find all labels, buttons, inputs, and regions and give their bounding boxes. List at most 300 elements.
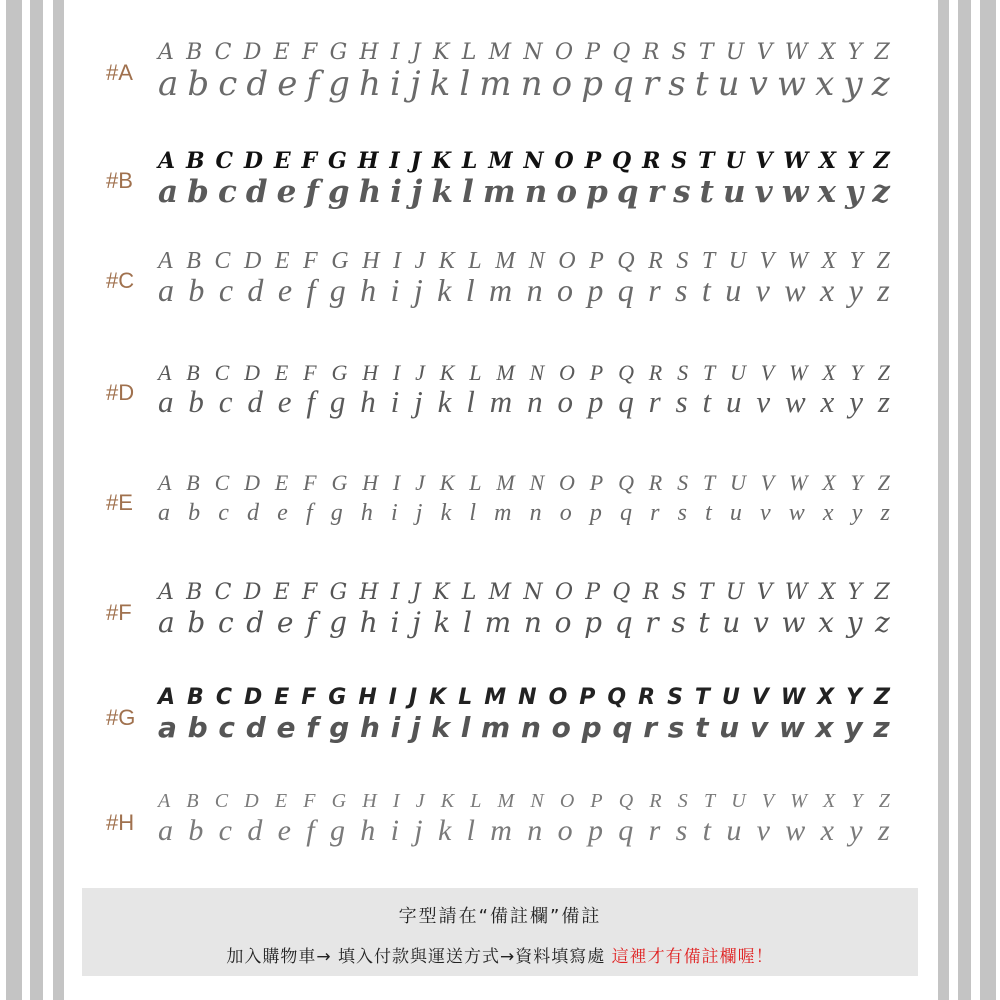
letter-glyph: C [214, 790, 229, 812]
letter-glyph: C [215, 148, 233, 174]
row-label: #H [106, 810, 135, 835]
letter-glyph: n [520, 64, 543, 104]
letter-glyph: f [306, 64, 320, 104]
letter-glyph: L [469, 470, 482, 495]
letter-glyph: a [158, 384, 174, 419]
letter-glyph: m [490, 814, 512, 847]
letter-glyph: Q [612, 40, 631, 65]
font-row-h [80, 770, 920, 870]
letter-glyph: z [877, 384, 890, 419]
font-row-b [80, 128, 920, 228]
font-row-e [80, 450, 920, 550]
letter-glyph: h [360, 500, 373, 526]
letter-glyph: o [551, 711, 571, 744]
letter-glyph: P [589, 470, 604, 495]
letter-glyph: L [469, 360, 482, 385]
letter-glyph: b [187, 174, 209, 210]
letter-glyph: g [327, 174, 350, 210]
letter-glyph: R [642, 148, 661, 174]
letter-glyph: d [247, 384, 263, 419]
letter-glyph: O [554, 580, 573, 605]
letter-glyph: P [589, 248, 604, 274]
letter-glyph: a [158, 64, 179, 104]
letter-glyph: M [497, 790, 515, 812]
letter-glyph: R [638, 685, 656, 710]
letter-glyph: D [243, 580, 262, 605]
lowercase-letters [158, 500, 890, 527]
letter-glyph: i [390, 64, 401, 104]
letter-glyph: m [479, 64, 512, 104]
letter-glyph: w [784, 384, 806, 419]
letter-glyph: R [648, 248, 663, 274]
letter-glyph: j [412, 606, 421, 639]
letter-glyph: J [411, 40, 421, 65]
letter-glyph: q [618, 814, 634, 847]
letter-glyph: N [530, 790, 544, 812]
letter-glyph: a [158, 174, 179, 210]
letter-glyph: v [756, 384, 771, 419]
letter-glyph: H [362, 248, 380, 274]
letter-glyph: k [429, 64, 451, 104]
letter-glyph: A [158, 790, 171, 812]
letter-glyph: P [579, 685, 596, 710]
checkout-steps [82, 942, 918, 967]
letter-glyph: o [556, 272, 573, 308]
letter-glyph: B [185, 148, 205, 174]
letter-glyph: r [648, 814, 661, 847]
letter-glyph: A [158, 580, 174, 605]
remark-field-hint: 這裡才有備註欄喔！ [611, 947, 774, 967]
letter-glyph: e [277, 272, 293, 308]
letter-glyph: x [820, 384, 835, 419]
letter-glyph: G [328, 148, 347, 174]
letter-glyph: U [725, 148, 745, 174]
letter-glyph: C [214, 580, 232, 605]
letter-glyph: D [243, 148, 263, 174]
letter-glyph: V [755, 148, 773, 174]
letter-glyph: u [725, 272, 742, 308]
letter-glyph: C [214, 470, 230, 495]
letter-glyph: C [214, 248, 231, 274]
letter-glyph: v [755, 272, 770, 308]
letter-glyph: e [276, 711, 296, 744]
letter-glyph: F [301, 148, 318, 174]
letter-glyph: i [390, 814, 399, 847]
letter-glyph: p [586, 174, 608, 210]
letter-glyph: n [523, 606, 542, 639]
letter-glyph: L [470, 790, 482, 812]
letter-glyph: C [215, 685, 232, 710]
letter-glyph: r [650, 500, 660, 526]
letter-glyph: h [360, 384, 376, 419]
letter-glyph: I [388, 685, 397, 710]
letter-glyph: e [277, 814, 291, 847]
letter-glyph: T [702, 470, 716, 495]
letter-glyph: z [877, 814, 890, 847]
letter-glyph: j [415, 500, 423, 526]
letter-glyph: d [245, 711, 266, 744]
letter-glyph: n [524, 174, 548, 210]
letter-glyph: S [667, 685, 683, 710]
letter-glyph: W [783, 148, 809, 174]
letter-glyph: Q [607, 685, 627, 710]
letter-glyph: b [188, 384, 204, 419]
letter-glyph: N [523, 40, 543, 65]
right-stripe-1 [938, 0, 949, 1000]
letter-glyph: X [819, 40, 836, 65]
letter-glyph: z [871, 64, 890, 104]
letter-glyph: T [701, 248, 716, 274]
letter-glyph: w [784, 272, 806, 308]
letter-glyph: B [186, 248, 201, 274]
letter-glyph: t [701, 272, 711, 308]
letter-glyph: q [616, 174, 639, 210]
letter-glyph: y [843, 64, 863, 104]
letter-glyph: X [817, 685, 835, 710]
letter-glyph: E [273, 148, 291, 174]
letter-glyph: F [302, 40, 318, 65]
letter-glyph: f [306, 384, 316, 419]
letter-glyph: D [243, 40, 262, 65]
letter-glyph: I [392, 470, 401, 495]
letter-glyph: J [415, 470, 425, 495]
letter-glyph: N [518, 685, 537, 710]
letter-glyph: T [698, 40, 714, 65]
letter-glyph: Q [618, 470, 634, 495]
row-label: #D [106, 380, 135, 405]
letter-glyph: o [554, 606, 572, 639]
letter-glyph: O [554, 40, 573, 65]
letter-glyph: o [556, 174, 578, 210]
letter-glyph: c [218, 711, 236, 744]
letter-glyph: E [273, 40, 290, 65]
letter-glyph: e [276, 174, 297, 210]
uppercase-letters [158, 685, 890, 710]
letter-glyph: A [158, 360, 172, 385]
letter-glyph: j [414, 384, 423, 419]
letter-glyph: Z [878, 790, 890, 812]
letter-glyph: q [618, 384, 634, 419]
letter-glyph: c [217, 606, 234, 639]
left-stripe-1 [6, 0, 22, 1000]
letter-glyph: g [329, 384, 346, 419]
letter-glyph: t [699, 174, 714, 210]
font-row-g [80, 665, 920, 765]
letter-glyph: M [488, 148, 513, 174]
letter-glyph: o [559, 500, 572, 526]
uppercase-letters [158, 580, 890, 605]
letter-glyph: e [277, 500, 288, 526]
letter-glyph: n [520, 711, 541, 744]
letter-glyph: x [815, 711, 834, 744]
letter-glyph: l [460, 711, 471, 744]
letter-glyph: C [214, 40, 232, 65]
letter-glyph: c [218, 64, 238, 104]
letter-glyph: b [187, 606, 206, 639]
font-row-c [80, 228, 920, 328]
letter-glyph: c [218, 384, 233, 419]
letter-glyph: K [429, 685, 447, 710]
letter-glyph: M [495, 248, 516, 274]
letter-glyph: n [526, 272, 543, 308]
letter-glyph: u [729, 500, 742, 526]
letter-glyph: v [759, 500, 771, 526]
letter-glyph: H [362, 790, 377, 812]
row-label: #F [106, 600, 132, 625]
letter-glyph: h [360, 272, 377, 308]
letter-glyph: K [438, 248, 455, 274]
letter-glyph: G [331, 470, 348, 495]
letter-glyph: k [437, 272, 452, 308]
letter-glyph: u [725, 384, 742, 419]
letter-glyph: m [481, 711, 511, 744]
letter-glyph: L [468, 248, 482, 274]
letter-glyph: w [778, 711, 805, 744]
letter-glyph: Z [877, 360, 890, 385]
letter-glyph: s [673, 174, 691, 210]
letter-glyph: Y [846, 148, 863, 174]
letter-glyph: e [277, 64, 298, 104]
row-label: #A [106, 60, 133, 85]
letter-glyph: u [719, 711, 740, 744]
letter-glyph: f [306, 711, 319, 744]
letter-glyph: U [725, 40, 745, 65]
letter-glyph: F [302, 580, 318, 605]
letter-glyph: w [781, 606, 806, 639]
letter-glyph: z [880, 500, 890, 526]
letter-glyph: e [277, 384, 292, 419]
letter-glyph: P [585, 580, 601, 605]
letter-glyph: V [759, 248, 775, 274]
letter-glyph: P [584, 148, 602, 174]
row-label: #E [106, 490, 133, 515]
letter-glyph: Q [618, 360, 634, 385]
letter-glyph: K [439, 360, 455, 385]
letter-glyph: b [188, 814, 204, 847]
letter-glyph: b [187, 711, 208, 744]
letter-glyph: h [359, 711, 380, 744]
lowercase-letters [158, 64, 890, 104]
letter-glyph: E [274, 248, 290, 274]
letter-glyph: W [789, 470, 808, 495]
letter-glyph: i [390, 272, 400, 308]
letter-glyph: S [677, 360, 689, 385]
letter-glyph: x [820, 814, 834, 847]
letter-glyph: H [362, 470, 379, 495]
letter-glyph: l [463, 606, 473, 639]
letter-glyph: z [877, 272, 890, 308]
letter-glyph: q [620, 500, 632, 526]
letter-glyph: n [527, 384, 543, 419]
letter-glyph: E [274, 790, 288, 812]
letter-glyph: x [819, 272, 835, 308]
letter-glyph: k [437, 814, 452, 847]
letter-glyph: H [359, 40, 379, 65]
letter-glyph: p [587, 384, 604, 419]
letter-glyph: H [358, 685, 377, 710]
letter-glyph: W [790, 790, 807, 812]
letter-glyph: t [698, 606, 710, 639]
letter-glyph: B [187, 685, 204, 710]
letter-glyph: p [587, 272, 604, 308]
remark-instructions [82, 888, 918, 976]
letter-glyph: E [274, 360, 289, 385]
letter-glyph: V [756, 40, 773, 65]
letter-glyph: F [303, 360, 317, 385]
letter-glyph: p [584, 606, 603, 639]
row-label: #C [106, 268, 135, 293]
letter-glyph: S [671, 580, 687, 605]
letter-glyph: u [722, 606, 741, 639]
letter-glyph: F [303, 248, 318, 274]
letter-glyph: n [527, 814, 543, 847]
letter-glyph: J [414, 248, 426, 274]
letter-glyph: v [748, 64, 768, 104]
uppercase-letters [158, 360, 890, 386]
letter-glyph: i [390, 500, 398, 526]
letter-glyph: k [431, 174, 453, 210]
letter-glyph: E [274, 470, 289, 495]
letter-glyph: J [408, 685, 418, 710]
letter-glyph: N [529, 470, 545, 495]
letter-glyph: p [581, 64, 603, 104]
row-label: #G [106, 705, 136, 730]
row-label: #B [106, 168, 133, 193]
letter-glyph: B [186, 360, 200, 385]
letter-glyph: F [303, 790, 316, 812]
letter-glyph: w [776, 64, 807, 104]
letter-glyph: Q [618, 790, 634, 812]
letter-glyph: V [760, 360, 775, 385]
letter-glyph: U [725, 580, 745, 605]
uppercase-letters [158, 148, 890, 174]
letter-glyph: f [305, 500, 313, 526]
letter-glyph: o [551, 64, 573, 104]
letter-glyph: d [247, 814, 263, 847]
letter-glyph: t [694, 64, 709, 104]
uppercase-letters [158, 40, 890, 65]
letter-glyph: K [432, 40, 450, 65]
letter-glyph: O [559, 470, 575, 495]
lowercase-letters [158, 272, 890, 309]
letter-glyph: n [529, 500, 542, 526]
letter-glyph: T [702, 360, 716, 385]
letter-glyph: Z [877, 470, 890, 495]
letter-glyph: b [188, 500, 201, 526]
letter-glyph: S [677, 790, 688, 812]
letter-glyph: d [246, 64, 269, 104]
letter-glyph: H [359, 580, 379, 605]
letter-glyph: A [158, 148, 176, 174]
letter-glyph: r [647, 174, 665, 210]
letter-glyph: M [496, 470, 515, 495]
letter-glyph: l [465, 272, 475, 308]
letter-glyph: s [668, 64, 686, 104]
letter-glyph: V [761, 790, 775, 812]
letter-glyph: Z [874, 580, 890, 605]
letter-glyph: r [648, 272, 661, 308]
letter-glyph: e [276, 606, 294, 639]
letter-glyph: k [440, 500, 452, 526]
letter-glyph: W [784, 580, 808, 605]
letter-glyph: y [849, 384, 863, 419]
letter-glyph: K [431, 148, 452, 174]
letter-glyph: F [301, 685, 317, 710]
letter-glyph: k [433, 606, 451, 639]
letter-glyph: f [306, 606, 317, 639]
letter-glyph: A [158, 685, 176, 710]
letter-glyph: V [751, 685, 769, 710]
letter-glyph: P [585, 40, 601, 65]
letter-glyph: L [461, 148, 478, 174]
letter-glyph: Q [617, 248, 635, 274]
letter-glyph: A [158, 248, 173, 274]
letter-glyph: f [306, 814, 315, 847]
letter-glyph: J [410, 148, 422, 174]
letter-glyph: T [698, 148, 715, 174]
letter-glyph: y [851, 500, 863, 526]
letter-glyph: M [496, 360, 515, 385]
letter-glyph: s [675, 384, 688, 419]
letter-glyph: q [612, 64, 634, 104]
letter-glyph: X [822, 360, 836, 385]
letter-glyph: T [694, 685, 710, 710]
letter-glyph: g [329, 272, 346, 308]
letter-glyph: U [728, 248, 747, 274]
letter-glyph: h [359, 606, 378, 639]
letter-glyph: v [756, 814, 770, 847]
letter-glyph: Q [612, 148, 632, 174]
letter-glyph: q [614, 606, 633, 639]
letter-glyph: P [589, 360, 604, 385]
lowercase-letters [158, 174, 890, 210]
letter-glyph: x [822, 500, 834, 526]
letter-glyph: V [760, 470, 775, 495]
letter-glyph: i [390, 606, 400, 639]
letter-glyph: d [247, 272, 264, 308]
letter-glyph: t [705, 500, 712, 526]
letter-glyph: b [187, 64, 210, 104]
lowercase-letters [158, 606, 890, 639]
letter-glyph: Y [850, 360, 863, 385]
letter-glyph: Z [873, 148, 890, 174]
letter-glyph: j [411, 711, 421, 744]
letter-glyph: Y [851, 790, 863, 812]
left-stripe-3 [53, 0, 64, 1000]
letter-glyph: g [328, 64, 350, 104]
letter-glyph: T [698, 580, 714, 605]
letter-glyph: w [788, 500, 805, 526]
letter-glyph: g [329, 606, 348, 639]
letter-glyph: D [244, 790, 259, 812]
letter-glyph: U [730, 470, 746, 495]
letter-glyph: G [331, 360, 348, 385]
letter-glyph: d [247, 500, 260, 526]
letter-glyph: F [303, 470, 317, 495]
letter-glyph: p [581, 711, 602, 744]
letter-glyph: y [846, 606, 863, 639]
letter-glyph: G [329, 580, 348, 605]
letter-glyph: o [557, 814, 573, 847]
letter-glyph: d [245, 174, 268, 210]
letter-glyph: X [818, 148, 837, 174]
letter-glyph: B [186, 790, 199, 812]
letter-glyph: D [244, 470, 261, 495]
font-samples [80, 0, 920, 1000]
letter-glyph: P [590, 790, 603, 812]
letter-glyph: w [781, 174, 809, 210]
letter-glyph: j [411, 174, 423, 210]
